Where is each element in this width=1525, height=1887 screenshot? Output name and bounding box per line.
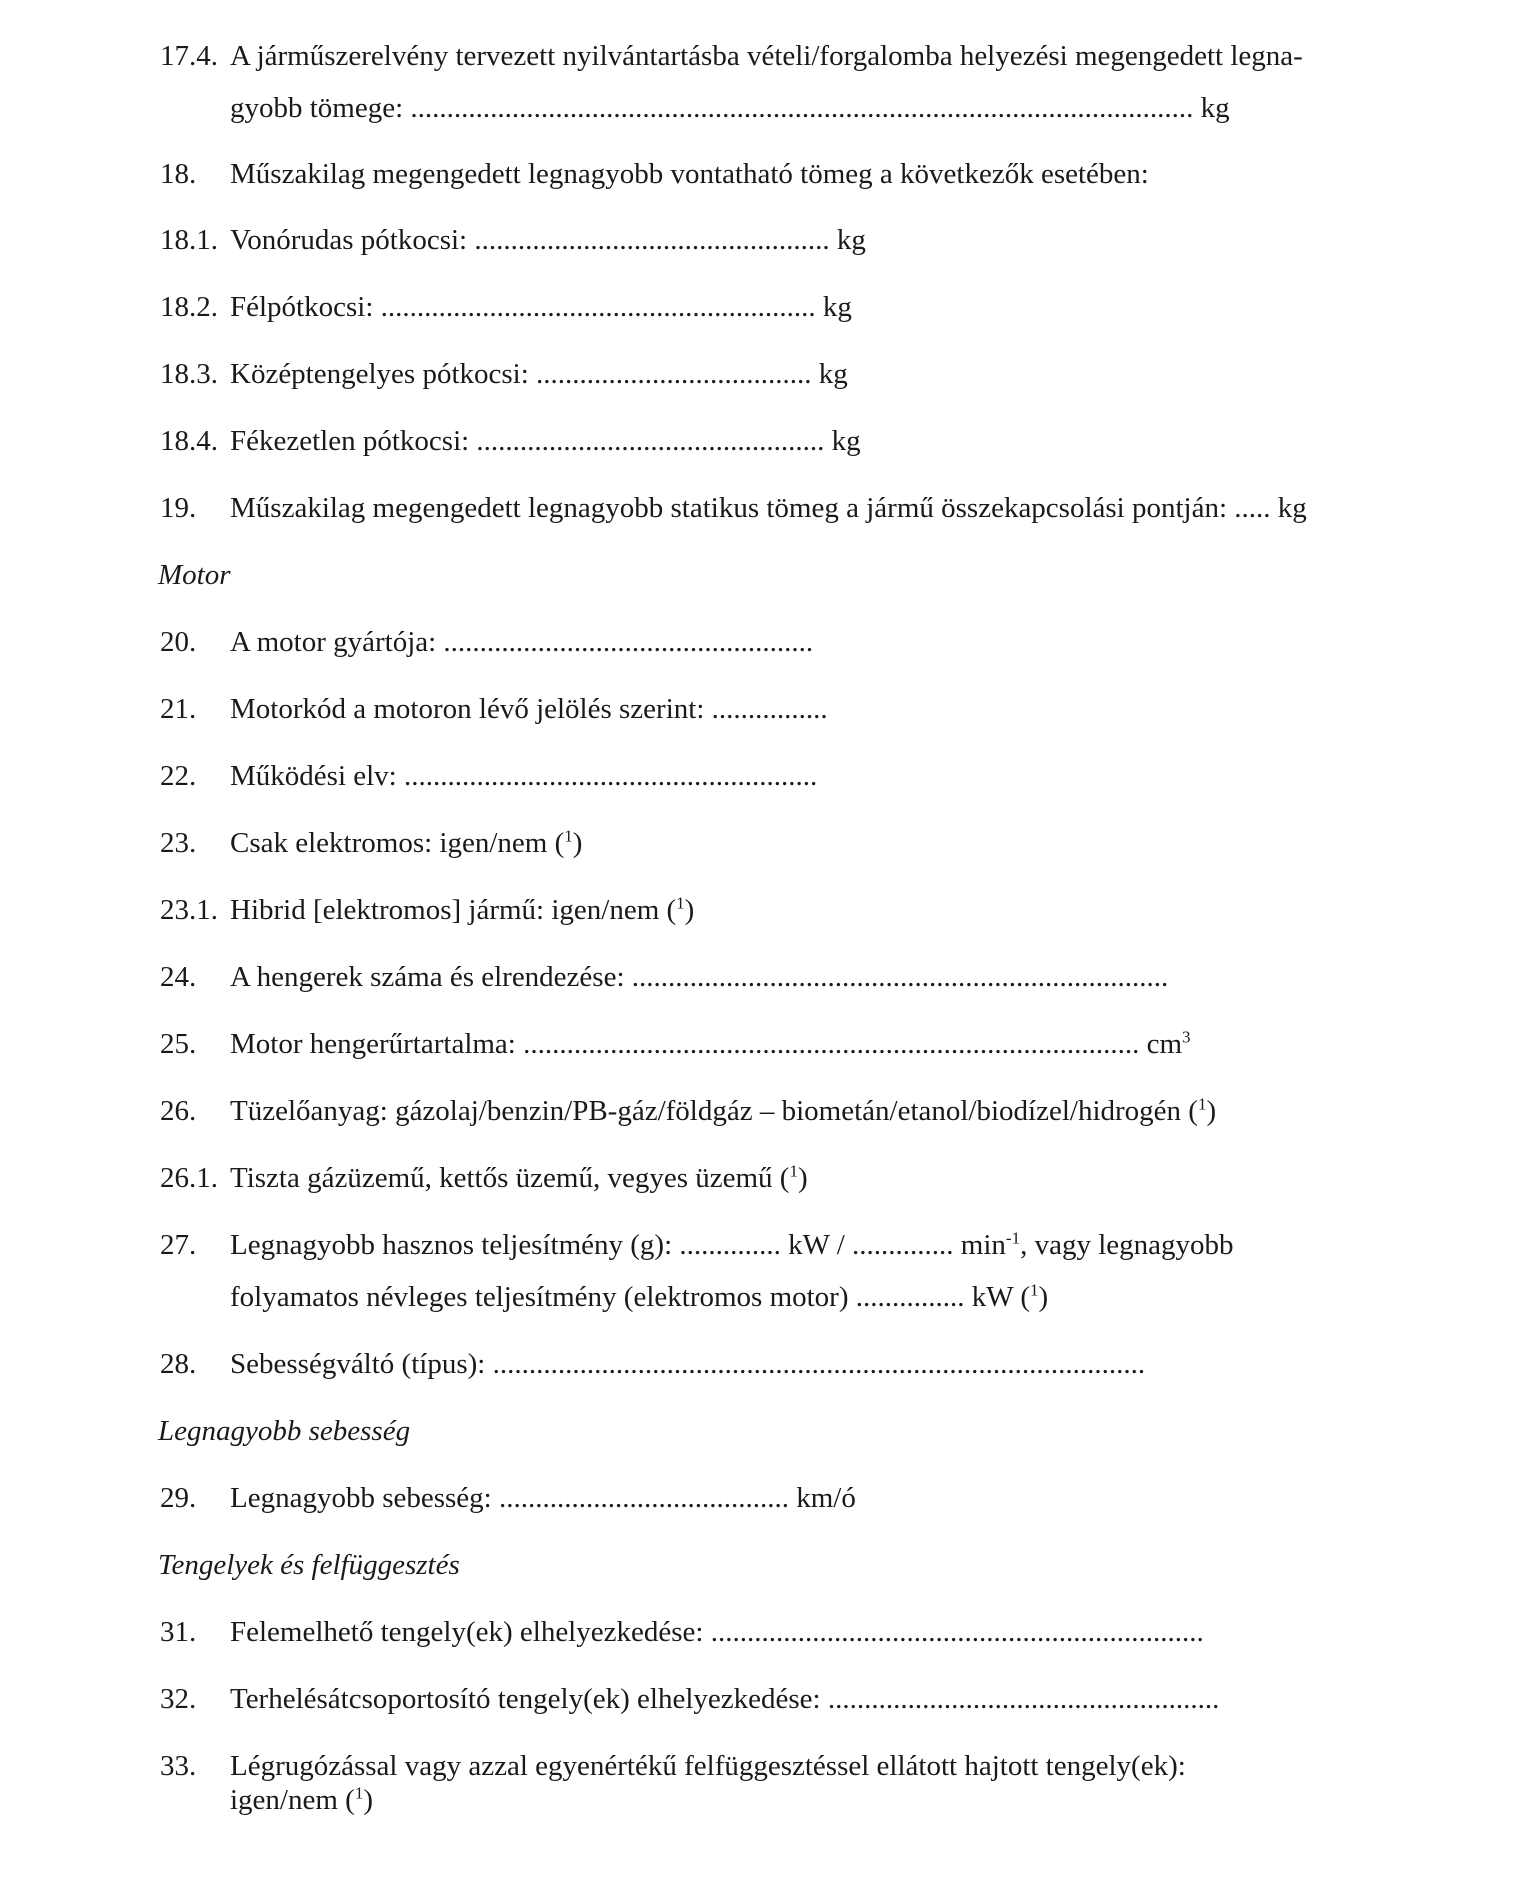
item-text-after: ) xyxy=(1038,1281,1049,1313)
item-number: 18.1. xyxy=(160,224,218,256)
item-text: Motor hengerűrtartalma: ..................................................................................... cm xyxy=(230,1028,1183,1060)
item-text: Sebességváltó (típus): .......................................................................................... xyxy=(230,1348,1146,1380)
item-number: 29. xyxy=(160,1482,197,1514)
item-number: 26. xyxy=(160,1095,197,1127)
item-number: 18.3. xyxy=(160,358,218,390)
footnote-ref: 1 xyxy=(354,1783,364,1803)
item-text: A motor gyártója: ................................................... xyxy=(230,626,814,658)
item-text: Középtengelyes pótkocsi: ...................................... kg xyxy=(230,358,848,390)
item-number: 25. xyxy=(160,1028,197,1060)
item-number: 18. xyxy=(160,158,197,190)
item-text-group xyxy=(230,1227,1234,1263)
item-number: 24. xyxy=(160,961,197,993)
item-text: Műszakilag megengedett legnagyobb vontatható tömeg a következők esetében: xyxy=(230,158,1149,190)
item-text: Motorkód a motoron lévő jelölés szerint: ................ xyxy=(230,693,828,725)
footnote-ref: 1 xyxy=(676,893,685,913)
item-number: 33. xyxy=(160,1750,197,1782)
item-text-group xyxy=(230,1160,808,1196)
item-number: 23. xyxy=(160,827,197,859)
item-text: gyobb tömege: ............................................................................................................ kg xyxy=(230,92,1230,124)
item-text: Terhelésátcsoportosító tengely(ek) elhelyezkedése: ...................................................... xyxy=(230,1683,1220,1715)
item-text: Félpótkocsi: ............................................................ kg xyxy=(230,291,852,323)
item-number: 17.4. xyxy=(160,40,218,72)
item-number: 22. xyxy=(160,760,197,792)
item-text: Műszakilag megengedett legnagyobb statikus tömeg a jármű összekapcsolási pontján: ..... kg xyxy=(230,492,1307,524)
item-text: Felemelhető tengely(ek) elhelyezkedése: .................................................................... xyxy=(230,1616,1204,1648)
item-text: igen/nem ( xyxy=(230,1784,355,1816)
item-text-group xyxy=(230,892,694,928)
item-number: 26.1. xyxy=(160,1162,218,1194)
footnote-ref: 1 xyxy=(789,1161,798,1181)
item-text: Legnagyobb sebesség: ........................................ km/ó xyxy=(230,1482,856,1514)
item-number: 21. xyxy=(160,693,197,725)
item-text: Legnagyobb hasznos teljesítmény (g): .............. kW / .............. min xyxy=(230,1229,1006,1261)
item-text: Hibrid [elektromos] jármű: igen/nem ( xyxy=(230,894,677,926)
unit-exponent: 3 xyxy=(1182,1027,1191,1047)
item-text: A járműszerelvény tervezett nyilvántartásba vételi/forgalomba helyezési megengedett legna- xyxy=(230,40,1303,72)
item-text-after: , vagy legnagyobb xyxy=(1020,1229,1234,1261)
item-text-after: ) xyxy=(797,1162,808,1194)
item-number: 32. xyxy=(160,1683,197,1715)
item-text-after: ) xyxy=(363,1784,373,1816)
item-text: Működési elv: ......................................................... xyxy=(230,760,818,792)
item-text-after: ) xyxy=(1206,1095,1217,1127)
item-number: 19. xyxy=(160,492,197,524)
item-number: 23.1. xyxy=(160,894,218,926)
section-heading: Motor xyxy=(158,559,231,591)
item-text: Vonórudas pótkocsi: ................................................. kg xyxy=(230,224,866,256)
item-text-group xyxy=(230,1026,1191,1062)
item-number: 28. xyxy=(160,1348,197,1380)
item-number: 20. xyxy=(160,626,197,658)
footnote-ref: 1 xyxy=(564,826,573,846)
item-text-group xyxy=(230,825,582,861)
item-text-group xyxy=(230,1093,1216,1129)
item-number: 18.4. xyxy=(160,425,218,457)
item-text: Tüzelőanyag: gázolaj/benzin/PB-gáz/földgáz – biometán/etanol/biodízel/hidrogén ( xyxy=(230,1095,1198,1127)
unit-exponent: -1 xyxy=(1005,1228,1021,1248)
item-text: Csak elektromos: igen/nem ( xyxy=(230,827,565,859)
section-heading: Legnagyobb sebesség xyxy=(158,1415,411,1447)
item-number: 31. xyxy=(160,1616,197,1648)
item-text-group xyxy=(230,1782,373,1818)
item-text: folyamatos névleges teljesítmény (elektromos motor) ............... kW ( xyxy=(230,1281,1031,1313)
item-text: Légrugózással vagy azzal egyenértékű felfüggesztéssel ellátott hajtott tengely(ek): xyxy=(230,1750,1186,1782)
item-text: Fékezetlen pótkocsi: ................................................ kg xyxy=(230,425,861,457)
item-text: Tiszta gázüzemű, kettős üzemű, vegyes üzemű ( xyxy=(230,1162,790,1194)
item-text-after: ) xyxy=(684,894,695,926)
footnote-ref: 1 xyxy=(1197,1094,1207,1114)
item-text: A hengerek száma és elrendezése: .......................................................................... xyxy=(230,961,1169,993)
footnote-ref: 1 xyxy=(1030,1280,1039,1300)
item-number: 27. xyxy=(160,1229,197,1261)
item-text-after: ) xyxy=(572,827,583,859)
section-heading: Tengelyek és felfüggesztés xyxy=(158,1549,460,1581)
item-number: 18.2. xyxy=(160,291,218,323)
item-text-group xyxy=(230,1279,1048,1315)
